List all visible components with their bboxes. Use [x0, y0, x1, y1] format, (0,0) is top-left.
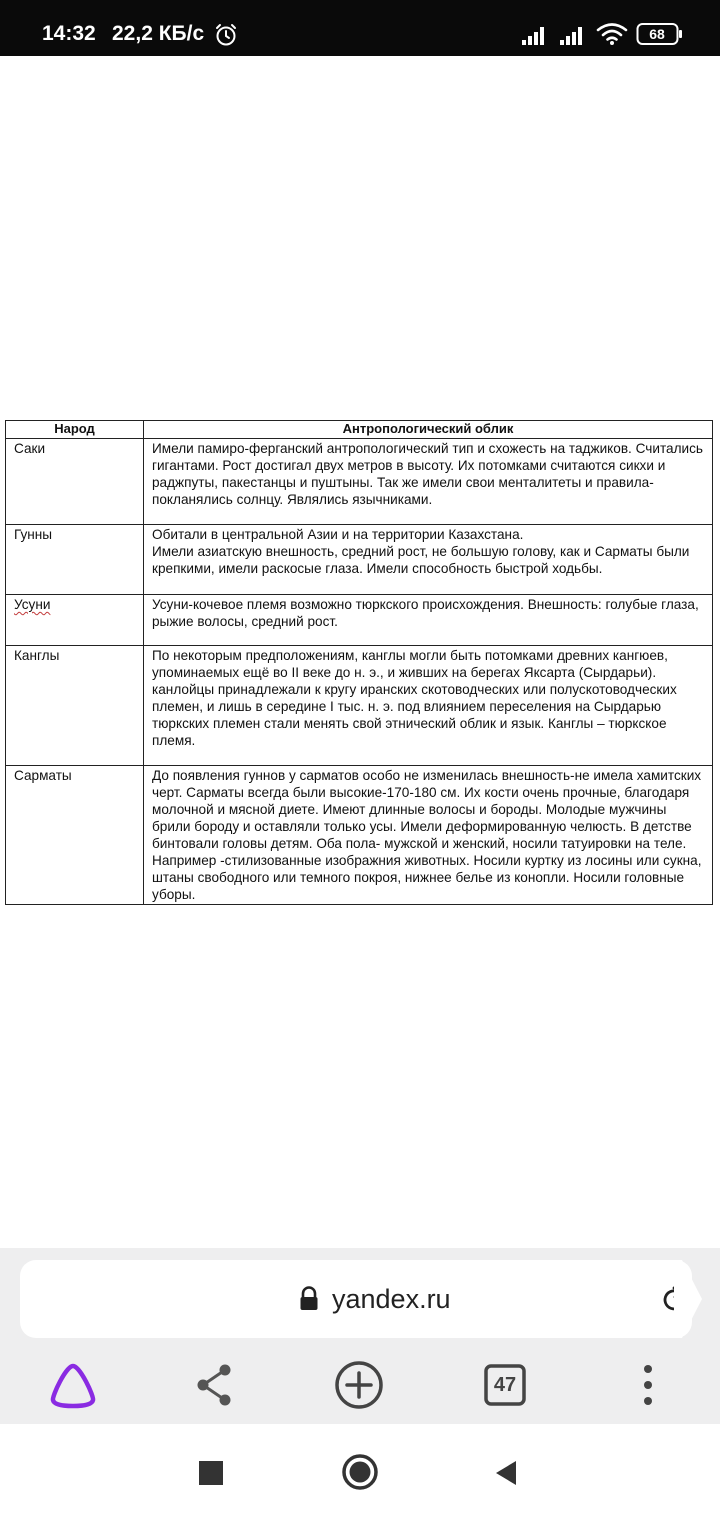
- address-bar[interactable]: [20, 1260, 692, 1338]
- address-bar-edge: [674, 1260, 704, 1338]
- people-cell: Гунны: [6, 525, 144, 595]
- signal-icon: [558, 24, 586, 46]
- menu-icon[interactable]: [623, 1360, 673, 1410]
- new-tab-icon[interactable]: [334, 1360, 384, 1410]
- alice-icon[interactable]: [48, 1360, 98, 1410]
- status-time: 14:32: [42, 22, 96, 45]
- people-cell: Сарматы: [6, 766, 144, 905]
- alarm-icon: [214, 23, 238, 47]
- table-row: [6, 766, 713, 905]
- table-row: [6, 595, 713, 646]
- lock-icon: [298, 1286, 320, 1312]
- table-row: [6, 525, 713, 595]
- home-icon[interactable]: [340, 1452, 380, 1492]
- people-cell: Канглы: [6, 646, 144, 766]
- anthropology-table: [5, 420, 713, 905]
- appearance-cell: По некоторым предположениям, канглы могли быть потомками древних кангюев, упоминаемых ещё во II веке до н. э., и живших на берегах Яксарта (Сырдарьи). канлойцы принадлежали к кругу иранских скотоводческих или полускотоводческих племен, и лишь в середине I тыс. н. э. под влиянием переселения на Сырдарью тюркских племен стали менять свой этнический облик и язык. Канглы – тюркское племя.: [144, 646, 713, 766]
- column-header-people: Народ: [6, 421, 144, 439]
- system-navigation: [0, 1424, 720, 1520]
- network-speed: 22,2 КБ/с: [112, 22, 205, 45]
- appearance-cell: Имели памиро-ферганский антропологический тип и схожесть на таджиков. Считались гигантами. Рост достигал двух метров в высоту. Их потомками считаются сикхи и раджпуты, пакестанцы и пуштыны. Так же имели свои менталитеты и правила-покланялись солнцу. Являлись язычниками.: [144, 439, 713, 525]
- recents-icon[interactable]: [196, 1458, 226, 1488]
- battery-icon: [636, 22, 684, 46]
- table-row: [6, 439, 713, 525]
- table-header-row: [6, 421, 713, 439]
- appearance-cell: До появления гуннов у сарматов особо не изменилась внешность-не имела хамитских черт. Сарматы всегда были высокие-170-180 см. Их кости очень прочные, благодаря молочной и мясной диете. Имеют длинные волосы и бороды. Молодые мужчины брили бороду и оставляли только усы. Имели деформированную челюсть. В детстве бинтовали головы детям. Оба пола- мужской и женский, носили татуировки на теле. Например -стилизованные изображния животных. Носили куртку из лосины или сукна, штаны свободного или темного покроя, нижнее белье из конопли. Носили головные уборы.: [144, 766, 713, 905]
- people-cell: Саки: [6, 439, 144, 525]
- wifi-icon: [596, 22, 628, 46]
- appearance-line: Обитали в центральной Азии и на территории Казахстана.: [152, 527, 524, 542]
- back-icon[interactable]: [492, 1458, 522, 1488]
- appearance-cell: Усуни-кочевое племя возможно тюркского происхождения. Внешность: голубые глаза, рыжие волосы, средний рост.: [144, 595, 713, 646]
- browser-toolbar: [0, 1248, 720, 1424]
- appearance-line: Имели азиатскую внешность, средний рост, не большую голову, как и Сарматы были крепкими, имели раскосые глаза. Имели способность быстрой ходьбы.: [152, 544, 690, 576]
- table-row: [6, 646, 713, 766]
- share-icon[interactable]: [190, 1360, 240, 1410]
- people-name: Усуни: [14, 597, 51, 612]
- people-cell: [6, 595, 144, 646]
- signal-icon: [520, 24, 548, 46]
- url-text[interactable]: yandex.ru: [332, 1284, 451, 1314]
- status-bar: [0, 0, 720, 56]
- tabs-icon[interactable]: [480, 1360, 530, 1410]
- tabs-count: 47: [493, 1374, 517, 1396]
- battery-level: 68: [649, 26, 665, 42]
- appearance-cell: [144, 525, 713, 595]
- column-header-appearance: Антропологический облик: [144, 421, 713, 439]
